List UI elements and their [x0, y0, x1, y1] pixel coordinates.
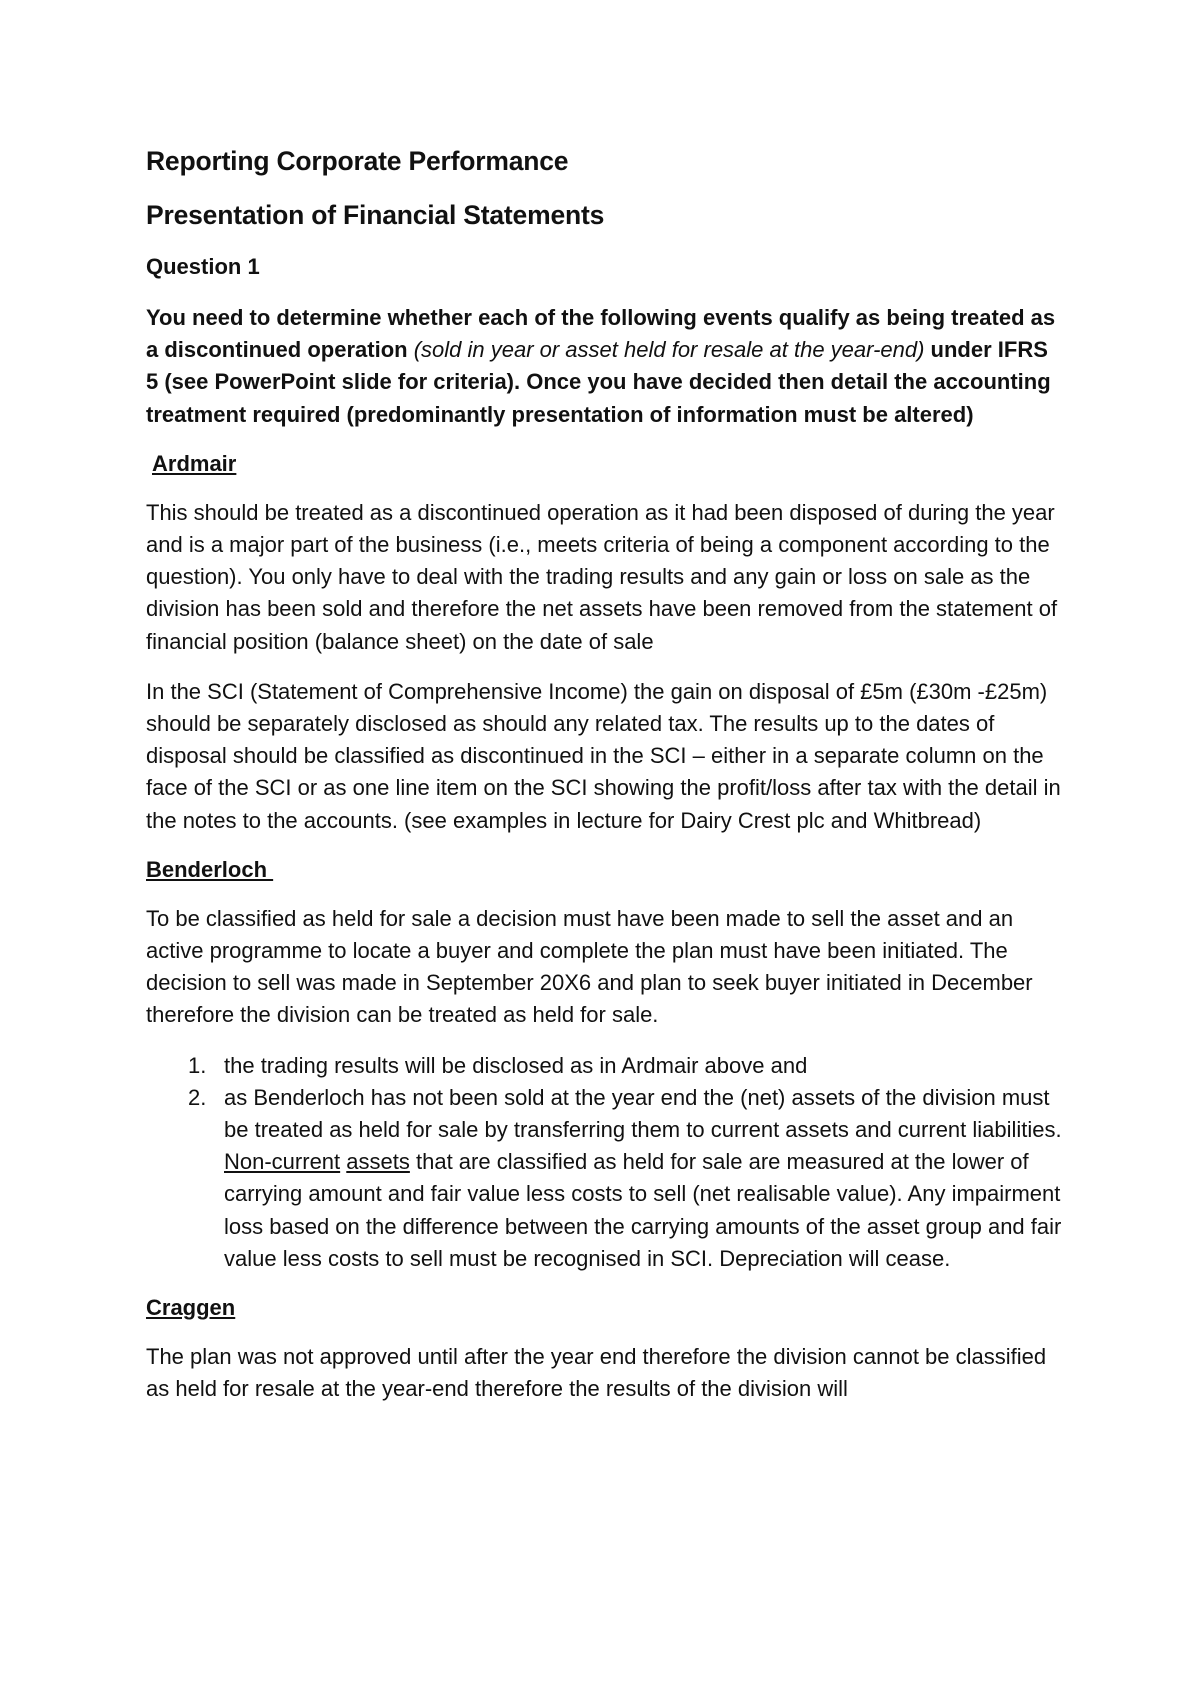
section-heading-ardmair: Ardmair: [152, 450, 237, 476]
benderloch-paragraph-1: To be classified as held for sale a decision must have been made to sell the asset and an active programme to locate a buyer and complete the plan must have been initiated. The decision to sell was made in September 20X6 and plan to seek buyer initiated in December therefore the division can be treated as held for sale.: [146, 905, 1033, 1028]
ardmair-paragraph-2: In the SCI (Statement of Comprehensive Income) the gain on disposal of £5m (£30m -£25m) should be separately disclosed as should any related tax. The results up to the dates of disposal should be classified as discontinued in the SCI – either in a separate column on the face of the SCI or as one line item on the SCI showing the profit/loss after tax with the detail in the notes to the accounts. (see examples in lecture for Dairy Crest plc and Whitbread): [146, 678, 1061, 833]
craggen-paragraph-1: The plan was not approved until after the year end therefore the division cannot be classified as held for resale at the year-end therefore the results of the division will: [146, 1344, 1047, 1402]
section-heading-benderloch: Benderloch: [146, 856, 274, 882]
list-item: [146, 1082, 1066, 1275]
list-item-number: 1.: [188, 1052, 207, 1078]
list-item-text: the trading results will be disclosed as in Ardmair above and: [224, 1052, 808, 1078]
document-page: [146, 144, 1066, 1423]
intro-part1: You need to determine whether each of the following events qualify as being treated as a discontinued operation: [146, 305, 1056, 363]
list-item-number: 2.: [188, 1084, 207, 1110]
intro-part3: under IFRS 5 (see PowerPoint slide for criteria). Once you have decided then detail the accounting treatment required (predominantly presentation of information must be altered): [146, 337, 1051, 427]
section-heading-craggen: Craggen: [146, 1295, 236, 1321]
document-subtitle: Presentation of Financial Statements: [146, 200, 605, 230]
intro-part2: (sold in year or asset held for resale at the year-end): [413, 337, 925, 363]
question-label: Question 1: [146, 254, 260, 279]
list-item: [146, 1050, 1066, 1082]
benderloch-list: [146, 1050, 1066, 1275]
ardmair-paragraph-1: This should be treated as a discontinued operation as it had been disposed of during the year and is a major part of the business (i.e., meets criteria of being a component according to the question). You only have to deal with the trading results and any gain or loss on sale as the division has been sold and therefore the net assets have been removed from the statement of financial position (balance sheet) on the date of sale: [146, 499, 1058, 654]
underlined-non-current: Non-current: [224, 1149, 341, 1175]
list-item-text-b: that are classified as held for sale are measured at the lower of carrying amount and fair value less costs to sell (net realisable value). Any impairment loss based on the difference between the carrying amounts of the asset group and fair value less costs to sell must be recognised in SCI. Depreciation will cease.: [224, 1149, 1062, 1271]
list-item-text-a: as Benderloch has not been sold at the year end the (net) assets of the division must be treated as held for sale by transferring them to current assets and current liabilities.: [224, 1084, 1062, 1143]
underlined-assets: assets: [346, 1149, 410, 1175]
document-title: Reporting Corporate Performance: [146, 146, 569, 176]
list-item-text: [224, 1082, 1066, 1275]
question-intro: [146, 302, 1066, 431]
